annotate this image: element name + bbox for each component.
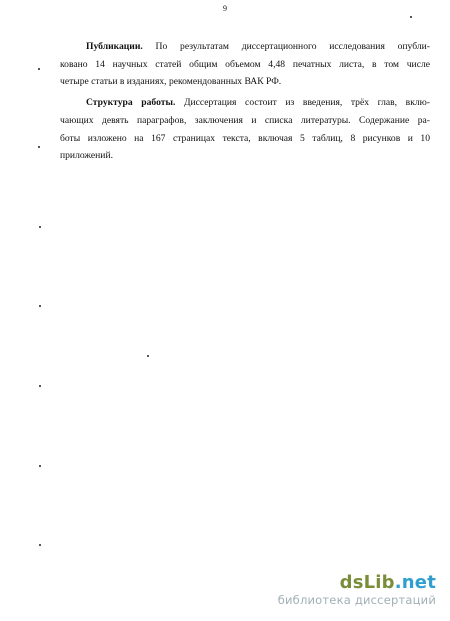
structure-line-2: чающих девять параграфов, заключения и списка литературы. Содержание ра-	[60, 115, 430, 126]
scan-speck	[39, 305, 41, 307]
watermark-tagline: библиотека диссертаций	[277, 593, 436, 607]
structure-line-1	[86, 97, 430, 109]
publications-line-2: ковано 14 научных статей общим объемом 4,48 печатных листа, в том числе	[60, 59, 430, 70]
publications-line-3: четыре статьи в изданиях, рекомендованных ВАК РФ.	[60, 76, 282, 87]
scan-speck	[39, 385, 41, 387]
structure-line-3: боты изложено на 167 страницах текста, включая 5 таблиц, 8 рисунков и 10	[60, 133, 430, 144]
scan-speck	[38, 146, 40, 148]
watermark-logo-part2: .net	[394, 572, 436, 593]
publications-heading: Публикации.	[86, 41, 143, 52]
watermark-logo-part1: dsLib	[339, 572, 395, 593]
scan-speck	[410, 16, 412, 18]
watermark	[278, 573, 436, 607]
scan-speck	[38, 68, 40, 70]
structure-text-1: Диссертация состоит из введения, трёх глав, вклю-	[183, 97, 430, 108]
page-number: 9	[223, 4, 227, 13]
structure-line-4: приложений.	[60, 150, 113, 161]
watermark-logo	[278, 573, 436, 593]
structure-heading: Структура работы.	[86, 97, 176, 108]
publications-line-1	[86, 41, 430, 53]
scan-speck	[39, 544, 41, 546]
publications-text-1: По результатам диссертационного исследования опубли-	[155, 41, 430, 52]
scan-speck	[39, 226, 41, 228]
scan-speck	[39, 465, 41, 467]
scan-speck	[147, 355, 149, 357]
